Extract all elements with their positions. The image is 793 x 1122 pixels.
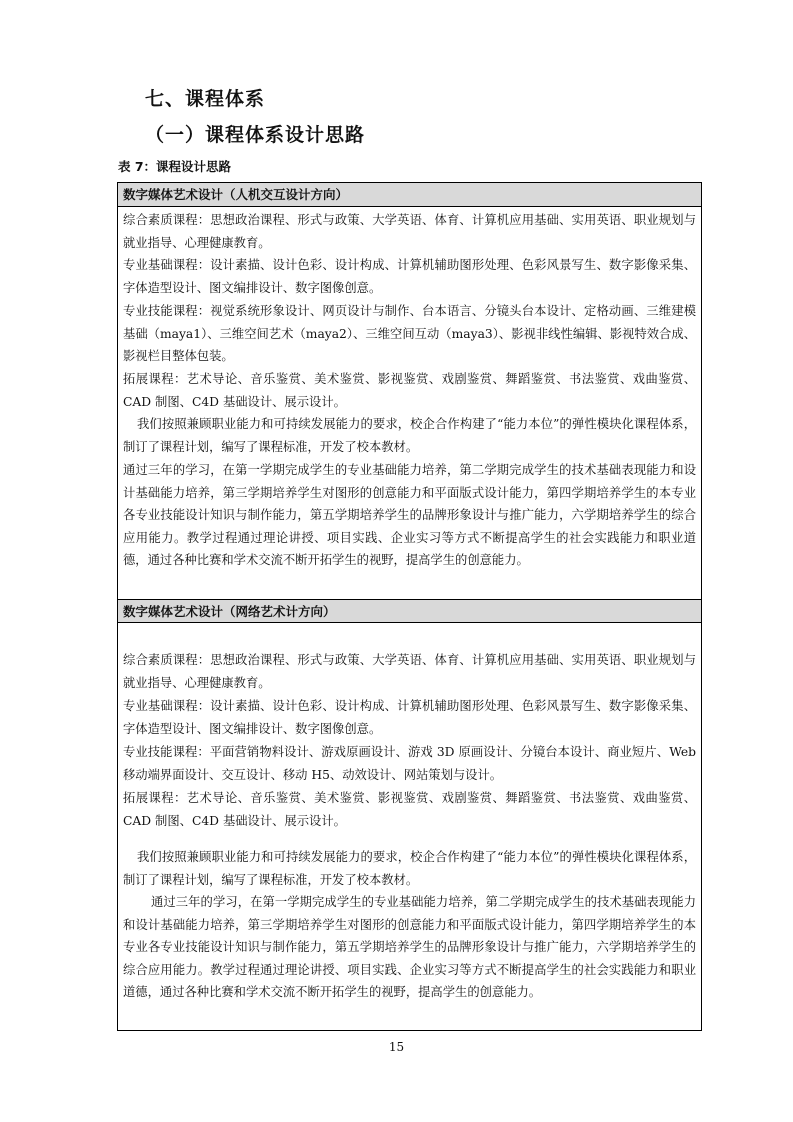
section1-paragraph-2: 通过三年的学习，在第一学期完成学生的专业基础能力培养，第二学期完成学生的技术基础表现能力和设计基础能力培养，第三学期培养学生对图形的创意能力和平面版式设计能力，第四学期培养学生的本专业各专业技能设计知识与制作能力，第五学期培养学生的品牌形象设计与推广能力，六学期培养学生的综合应用能力。教学过程通过理论讲授、项目实践、企业实习等方式不断提高学生的社会实践能力和职业道德，通过各种比赛和学术交流不断开拓学生的视野，提高学生的创意能力。 — [123, 463, 696, 567]
section1-extended-courses: 拓展课程：艺术导论、音乐鉴赏、美术鉴赏、影视鉴赏、戏剧鉴赏、舞蹈鉴赏、书法鉴赏、戏曲鉴赏、CAD 制图、C4D 基础设计、展示设计。 — [123, 372, 696, 409]
section1-skill-courses: 专业技能课程：视觉系统形象设计、网页设计与制作、台本语言、分镜头台本设计、定格动画、三维建模基础（maya1）、三维空间艺术（maya2）、三维空间互动（maya3）、影视非线性编辑、影视特效合成、影视栏目整体包装。 — [123, 304, 696, 363]
section2-paragraph-1: 我们按照兼顾职业能力和可持续发展能力的要求，校企合作构建了“能力本位”的弹性模块化课程体系，制订了课程计划，编写了课程标准，开发了校本教材。 — [123, 850, 696, 887]
section2-extended-courses: 拓展课程：艺术导论、音乐鉴赏、美术鉴赏、影视鉴赏、戏剧鉴赏、舞蹈鉴赏、书法鉴赏、戏曲鉴赏、CAD 制图、C4D 基础设计、展示设计。 — [123, 791, 696, 828]
section1-title: 数字媒体艺术设计（人机交互设计方向） — [118, 183, 701, 207]
section2-title: 数字媒体艺术设计（网络艺术计方向） — [118, 599, 701, 623]
page-number: 15 — [388, 1040, 405, 1054]
table-caption: 表 7：课程设计思路 — [118, 159, 232, 174]
section2-basic-courses: 专业基础课程：设计素描、设计色彩、设计构成、计算机辅助图形处理、色彩风景写生、数字影像采集、字体造型设计、图文编排设计、数字图像创意。 — [123, 699, 696, 736]
course-design-table — [117, 182, 702, 1031]
section1-basic-courses: 专业基础课程：设计素描、设计色彩、设计构成、计算机辅助图形处理、色彩风景写生、数字影像采集、字体造型设计、图文编排设计、数字图像创意。 — [123, 258, 696, 295]
section2-skill-courses: 专业技能课程：平面营销物料设计、游戏原画设计、游戏 3D 原画设计、分镜台本设计、商业短片、Web 移动端界面设计、交互设计、移动 H5、动效设计、网站策划与设计。 — [123, 745, 696, 782]
section2-paragraph-2: 通过三年的学习，在第一学期完成学生的专业基础能力培养，第二学期完成学生的技术基础表现能力和设计基础能力培养，第三学期培养学生对图形的创意能力和平面版式设计能力，第四学期培养学生的本专业各专业技能设计知识与制作能力，第五学期培养学生的品牌形象设计与推广能力，六学期培养学生的综合应用能力。教学过程通过理论讲授、项目实践、企业实习等方式不断提高学生的社会实践能力和职业道德，通过各种比赛和学术交流不断开拓学生的视野，提高学生的创意能力。 — [123, 895, 696, 999]
chapter-heading: 七、课程体系 — [145, 88, 266, 110]
section1-paragraph-1: 我们按照兼顾职业能力和可持续发展能力的要求，校企合作构建了“能力本位”的弹性模块化课程体系，制订了课程计划，编写了课程标准，开发了校本教材。 — [123, 417, 696, 454]
section1-general-courses: 综合素质课程：思想政治课程、形式与政策、大学英语、体育、计算机应用基础、实用英语、职业规划与就业指导、心理健康教育。 — [123, 213, 696, 250]
section2-general-courses: 综合素质课程：思想政治课程、形式与政策、大学英语、体育、计算机应用基础、实用英语、职业规划与就业指导、心理健康教育。 — [123, 653, 696, 690]
section-heading: （一）课程体系设计思路 — [145, 124, 366, 146]
